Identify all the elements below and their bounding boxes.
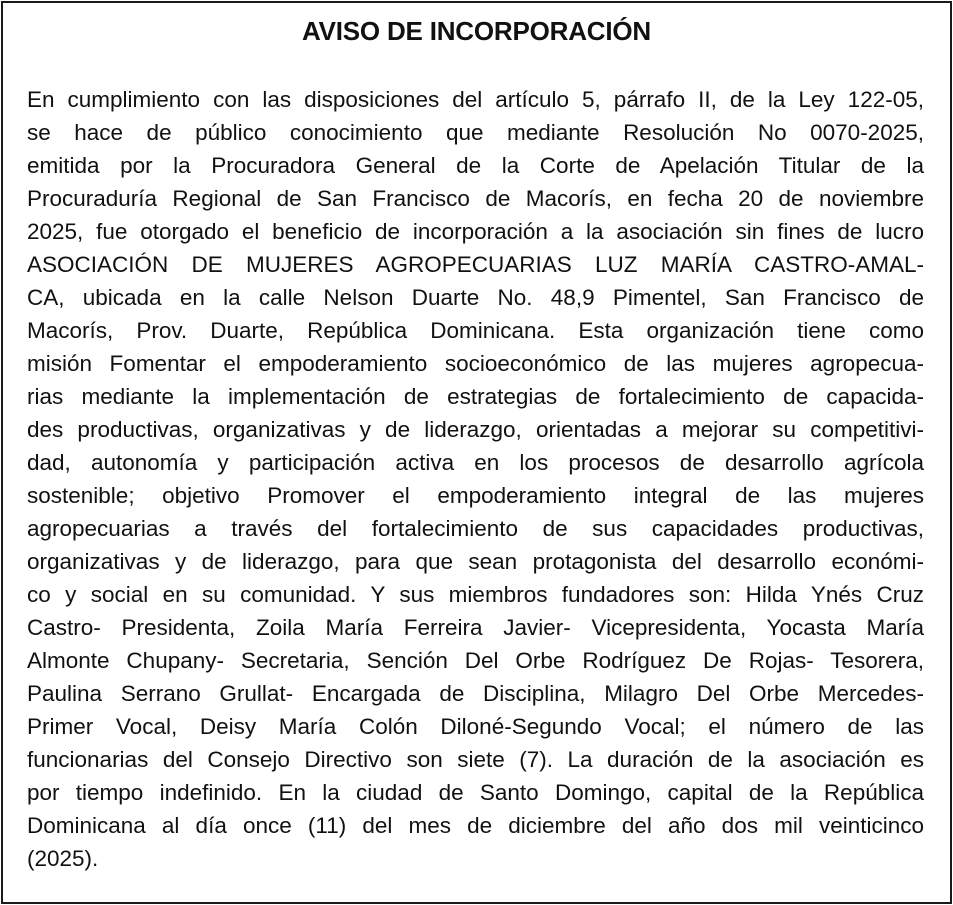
notice-line: Almonte Chupany- Secretaria, Sención Del Orbe Rodríguez De Rojas- Tesorera, bbox=[27, 648, 924, 673]
notice-line: funcionarias del Consejo Directivo son siete (7). La duración de la asociación es bbox=[27, 747, 924, 772]
notice-line: 2025, fue otorgado el beneficio de incorporación a la asociación sin fines de lucro bbox=[27, 219, 924, 244]
notice-line: sostenible; objetivo Promover el empoderamiento integral de las mujeres bbox=[27, 483, 924, 508]
notice-line: Paulina Serrano Grullat- Encargada de Disciplina, Milagro Del Orbe Mercedes- bbox=[27, 681, 924, 706]
notice-line: Procuraduría Regional de San Francisco de Macorís, en fecha 20 de noviembre bbox=[27, 186, 924, 211]
notice-frame bbox=[1, 1, 952, 904]
notice-line: dad, autonomía y participación activa en los procesos de desarrollo agrícola bbox=[27, 450, 924, 475]
notice-line: por tiempo indefinido. En la ciudad de Santo Domingo, capital de la República bbox=[27, 780, 924, 805]
notice-line: agropecuarias a través del fortalecimiento de sus capacidades productivas, bbox=[27, 516, 924, 541]
notice-line: rias mediante la implementación de estrategias de fortalecimiento de capacida- bbox=[27, 384, 924, 409]
notice-line: co y social en su comunidad. Y sus miembros fundadores son: Hilda Ynés Cruz bbox=[27, 582, 924, 607]
notice-line: misión Fomentar el empoderamiento socioeconómico de las mujeres agropecua- bbox=[27, 351, 924, 376]
notice-line: organizativas y de liderazgo, para que sean protagonista del desarrollo económi- bbox=[27, 549, 924, 574]
notice-line: des productivas, organizativas y de liderazgo, orientadas a mejorar su competitivi- bbox=[27, 417, 924, 442]
notice-line: CA, ubicada en la calle Nelson Duarte No. 48,9 Pimentel, San Francisco de bbox=[27, 285, 924, 310]
notice-line: (2025). bbox=[27, 846, 99, 871]
notice-title: AVISO DE INCORPORACIÓN bbox=[301, 16, 652, 46]
notice-line: Dominicana al día once (11) del mes de diciembre del año dos mil veinticinco bbox=[27, 813, 924, 838]
notice-line: Castro- Presidenta, Zoila María Ferreira Javier- Vicepresidenta, Yocasta María bbox=[27, 615, 924, 640]
notice-body bbox=[27, 83, 924, 875]
notice-line: Primer Vocal, Deisy María Colón Diloné-Segundo Vocal; el número de las bbox=[27, 714, 924, 739]
notice-line: emitida por la Procuradora General de la Corte de Apelación Titular de la bbox=[27, 153, 924, 178]
notice-line: Macorís, Prov. Duarte, República Dominicana. Esta organización tiene como bbox=[27, 318, 924, 343]
notice-line: se hace de público conocimiento que mediante Resolución No 0070-2025, bbox=[27, 120, 924, 145]
notice-line: En cumplimiento con las disposiciones del artículo 5, párrafo II, de la Ley 122-05, bbox=[27, 87, 924, 112]
notice-line: ASOCIACIÓN DE MUJERES AGROPECUARIAS LUZ MARÍA CASTRO-AMAL- bbox=[27, 252, 924, 277]
